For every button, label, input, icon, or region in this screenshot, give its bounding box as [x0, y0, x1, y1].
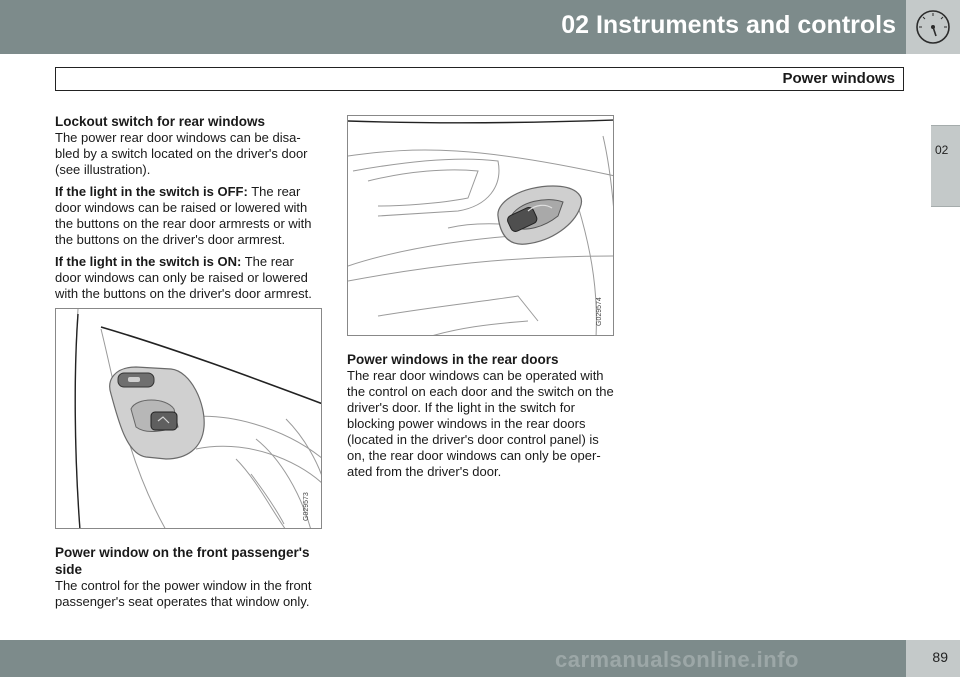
page-number: 89 — [932, 649, 948, 665]
passenger-switch-illustration — [55, 308, 322, 529]
left-column-top — [55, 113, 323, 308]
passenger-text: The control for the power window in the front passenger's seat operates that window only. — [55, 578, 312, 609]
light-on-paragraph — [55, 254, 323, 302]
chapter-title: 02 Instruments and controls — [561, 11, 896, 39]
page-number-box — [906, 640, 960, 677]
passenger-heading: Power window on the front passenger's side — [55, 545, 310, 577]
rear-door-drawing — [348, 116, 614, 336]
gauge-icon — [914, 8, 952, 46]
watermark: carmanualsonline.info — [555, 647, 799, 672]
rear-door-illustration — [347, 115, 614, 336]
figure-code: G029573 — [303, 492, 310, 521]
figure-code: G029574 — [596, 297, 603, 326]
chapter-header — [0, 0, 960, 54]
section-title-bar — [55, 67, 904, 91]
chapter-side-tab[interactable] — [931, 125, 960, 207]
lockout-heading: Lockout switch for rear windows — [55, 114, 266, 129]
rear-heading: Power windows in the rear doors — [347, 352, 559, 367]
side-tab-label: 02 — [935, 143, 949, 157]
light-off-lead: If the light in the switch is OFF: — [55, 184, 248, 199]
rear-text: The rear door windows can be operated with the control on each door and the switch on the driver's door. If the light in the switch for blocking power windows in the rear doors (located in the driver's door control panel) is on, the rear door windows can only be oper-ated from the driver's door. — [347, 368, 614, 479]
light-off-text: The rear door windows can be raised or lowered with the buttons on the rear door armrests or with the buttons on the driver's door armrest. — [55, 184, 312, 247]
light-on-lead: If the light in the switch is ON: — [55, 254, 242, 269]
left-column-bottom — [55, 544, 323, 616]
door-switch-drawing — [56, 309, 322, 529]
lockout-text: The power rear door windows can be disa-bled by a switch located on the driver's door (see illustration). — [55, 130, 308, 177]
page-footer — [0, 640, 960, 677]
light-on-text: The rear door windows can only be raised or lowered with the buttons on the driver's door armrest. — [55, 254, 312, 301]
light-off-paragraph — [55, 184, 323, 248]
chapter-icon-box — [906, 0, 960, 54]
middle-column-text — [347, 351, 615, 486]
section-title: Power windows — [782, 70, 895, 87]
